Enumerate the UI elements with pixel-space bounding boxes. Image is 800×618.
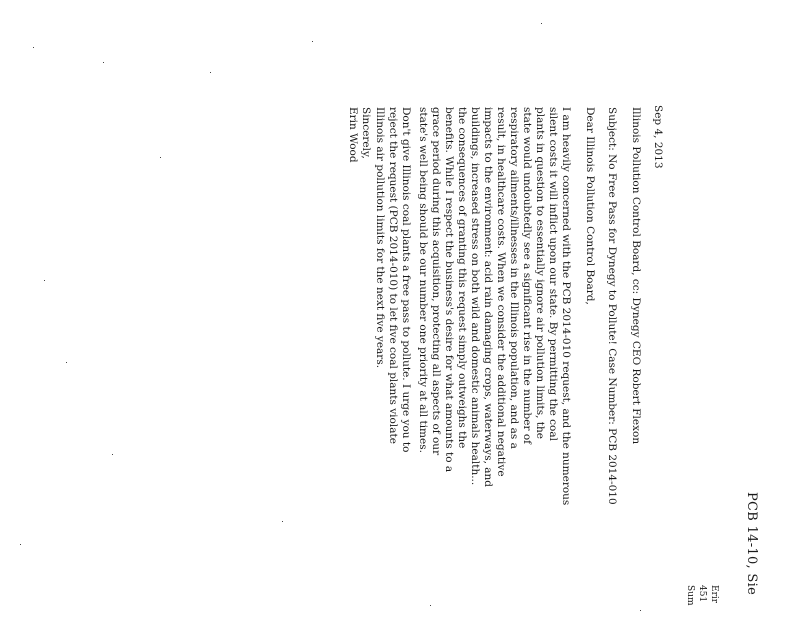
body-line: respiratory ailments/illnesses in the Illinois population, and as a (508, 107, 520, 449)
signature-text: Erin Wood (347, 107, 359, 163)
letter-date (651, 105, 664, 169)
body-line: state's well being should be our number one priority at all times. (417, 107, 429, 453)
body-line: state would undoubtedly see a significant rise in the number of (521, 107, 533, 445)
body-line: I am heavily concerned with the PCB 2014-010 request, and the numerous (560, 107, 572, 506)
letter-signature (346, 107, 359, 163)
recipient-text: Illinois Pollution Control Board, cc: Dynegy CEO Robert Flexon (630, 107, 642, 445)
body-paragraph-2 (373, 107, 412, 452)
sender-line-2: 451 (697, 585, 707, 603)
scan-speck (20, 544, 21, 545)
sender-address (684, 585, 720, 606)
scan-speck (103, 62, 104, 63)
body-line: impacts to the environment: acid rain damaging crops, waterways, and (482, 107, 494, 488)
closing-text: Sincerely, (360, 107, 372, 159)
body-line: result, in healthcare costs. When we consider the additional negative (495, 107, 507, 477)
scan-speck (160, 157, 161, 158)
body-line: plants in question to essentially ignore air pollution limits, the (534, 107, 546, 440)
body-line: benefits. While I respect the business's desire for what amounts to a (443, 107, 455, 473)
scan-speck (66, 362, 67, 363)
body-line: grace period during this acquisition, protecting all aspects of our (430, 107, 442, 456)
sender-line-1: Erir (709, 585, 719, 604)
body-line: buildings, increased stress on both wild and domestic animals health... (469, 107, 481, 486)
letter-salutation (583, 107, 596, 305)
scan-speck (282, 521, 283, 522)
scan-speck (210, 72, 211, 73)
scan-speck (112, 454, 113, 455)
letter-subject (605, 107, 618, 505)
body-line: silent costs it will inflict upon our state. By permitting the coal (547, 107, 559, 441)
letter-recipient (629, 107, 642, 444)
salutation-text: Dear Illinois Pollution Control Board, (584, 107, 596, 305)
body-line: Don't give Illinois coal plants a free pass to pollute. I urge you to (400, 107, 412, 453)
letter-closing (359, 107, 372, 159)
scan-speck (312, 41, 313, 42)
body-paragraph-1 (416, 107, 572, 505)
docket-stamp (745, 492, 758, 595)
sender-line-3: Sum (685, 585, 695, 606)
subject-text: Subject: No Free Pass for Dynegy to Pollute! Case Number: PCB 2014-010 (606, 107, 618, 505)
scan-speck (430, 605, 431, 606)
body-line: Illinois air pollution limits for the next five years. (374, 107, 386, 369)
body-line: reject the request (PCB 2014-010) to let five coal plants violate (387, 107, 399, 444)
scan-speck (44, 280, 45, 281)
scan-speck (640, 610, 641, 611)
date-text: Sep 4, 2013 (652, 105, 664, 169)
scan-speck (33, 47, 34, 48)
scan-speck (541, 23, 542, 24)
docket-stamp-text: PCB 14-10, Sie (744, 492, 759, 596)
body-line: the consequences of granting this request simply outweighs the (456, 107, 468, 449)
